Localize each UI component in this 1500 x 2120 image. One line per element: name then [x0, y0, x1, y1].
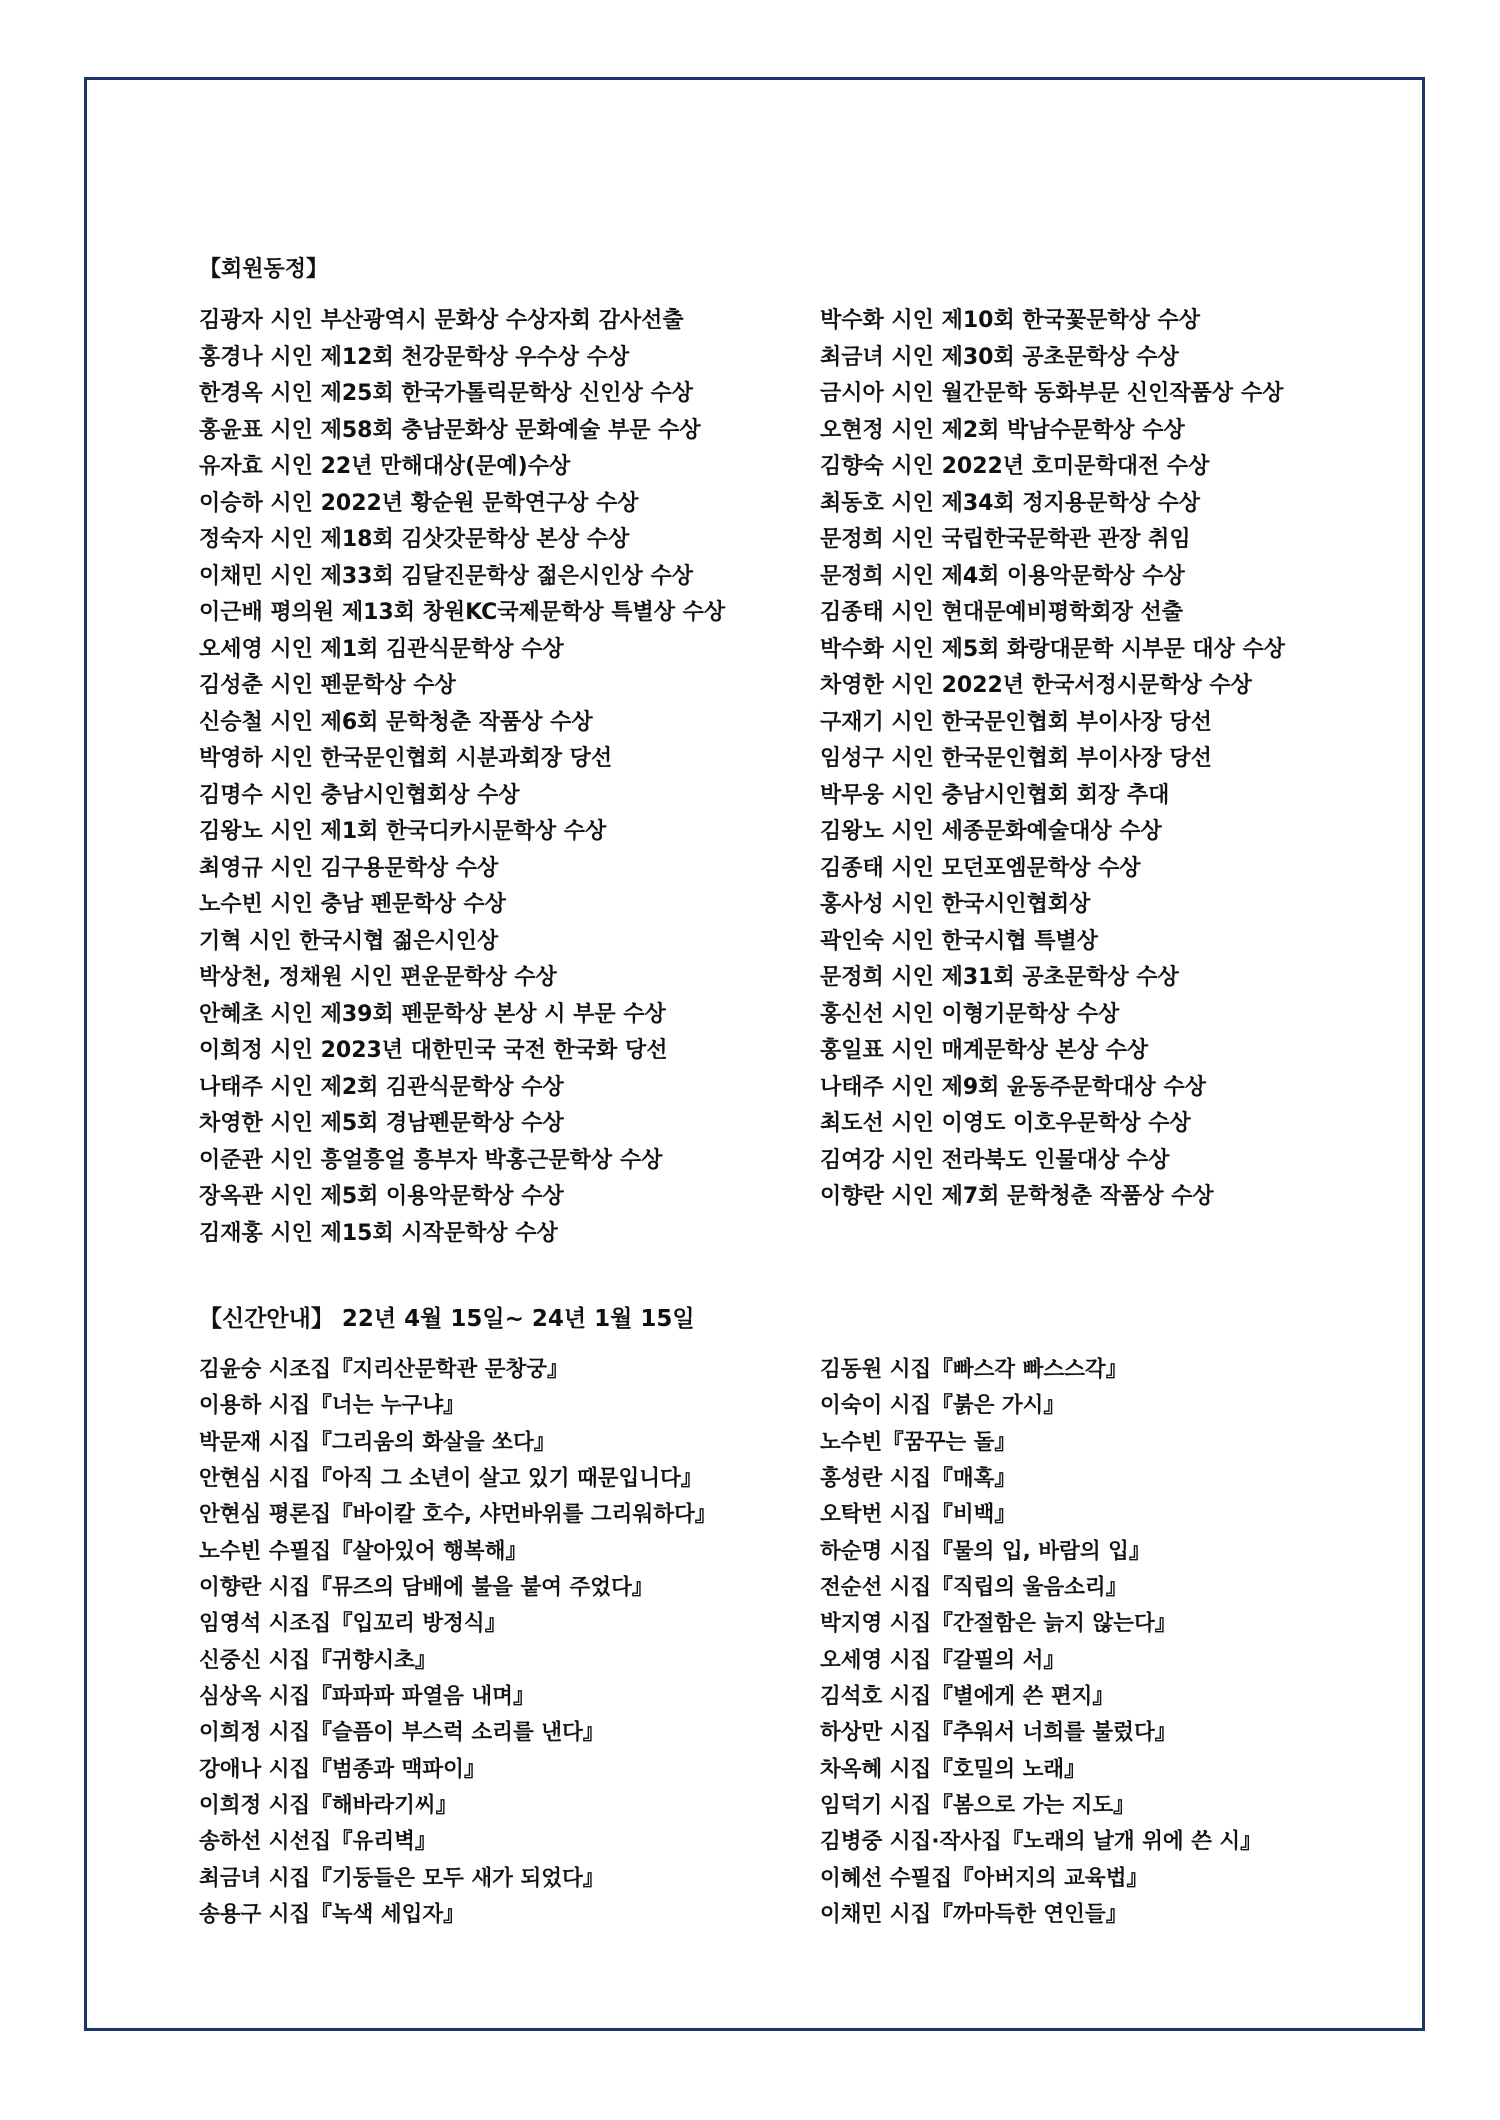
- new-book-item: 오세영 시집『갈필의 서』: [820, 1647, 1065, 1673]
- new-book-item: 임영석 시조집『입꼬리 방정식』: [199, 1611, 507, 1637]
- member-news-list: [199, 303, 1349, 1252]
- member-news-item: 박무웅 시인 충남시인협회 회장 추대: [820, 782, 1170, 808]
- member-news-item: 박수화 시인 제5회 화랑대문학 시부문 대상 수상: [820, 636, 1286, 662]
- new-book-item: 이용하 시집『너는 누구냐』: [199, 1393, 465, 1419]
- new-book-item: 박문재 시집『그리움의 화살을 쏘다』: [199, 1429, 556, 1455]
- member-news-item: 오세영 시인 제1회 김관식문학상 수상: [199, 636, 564, 662]
- member-news-item: 김향숙 시인 2022년 호미문학대전 수상: [820, 454, 1210, 479]
- new-book-item: 임덕기 시집『봄으로 가는 지도』: [820, 1793, 1135, 1819]
- member-news-item: 김광자 시인 부산광역시 문화상 수상자회 감사선출: [199, 308, 684, 333]
- new-book-item: 강애나 시집『범종과 맥파이』: [199, 1756, 486, 1782]
- member-news-item: 김종태 시인 모던포엠문학상 수상: [820, 855, 1141, 881]
- new-book-item: 이혜선 수필집『아버지의 교육법』: [820, 1865, 1148, 1891]
- new-book-item: 하순명 시집『물의 입, 바람의 입』: [820, 1538, 1151, 1564]
- member-news-heading: 【회원동정】: [199, 256, 329, 282]
- member-news-item: 안혜초 시인 제39회 펜문학상 본상 시 부문 수상: [199, 1001, 666, 1027]
- member-news-item: 장옥관 시인 제5회 이용악문학상 수상: [199, 1184, 564, 1209]
- member-news-item: 최도선 시인 이영도 이호우문학상 수상: [820, 1111, 1191, 1136]
- member-news-item: 기혁 시인 한국시협 젊은시인상: [199, 928, 499, 954]
- member-news-item: 홍경나 시인 제12회 천강문학상 우수상 수상: [199, 344, 630, 370]
- new-book-item: 노수빈『꿈꾸는 돌』: [820, 1429, 1016, 1455]
- member-news-item: 금시아 시인 월간문학 동화부문 신인작품상 수상: [820, 381, 1284, 406]
- member-news-item: 홍사성 시인 한국시인협회상: [820, 892, 1091, 917]
- new-book-item: 송용구 시집『녹색 세입자』: [199, 1902, 465, 1928]
- member-news-item: 오현정 시인 제2회 박남수문학상 수상: [820, 417, 1185, 443]
- new-book-item: 노수빈 수필집『살아있어 행복해』: [199, 1538, 527, 1564]
- new-books-heading-label: 【신간안내】: [199, 1306, 334, 1332]
- new-book-item: 안현심 평론집『바이칼 호수, 샤먼바위를 그리워하다』: [199, 1502, 717, 1528]
- new-book-item: 박지영 시집『간절함은 늙지 않는다』: [820, 1611, 1177, 1637]
- member-news-item: 임성구 시인 한국문인협회 부이사장 당선: [820, 746, 1212, 771]
- member-news-item: 이향란 시인 제7회 문학청춘 작품상 수상: [820, 1184, 1214, 1209]
- new-book-item: 이숙이 시집『붉은 가시』: [820, 1393, 1065, 1419]
- new-book-item: 이희정 시집『해바라기씨』: [199, 1793, 458, 1819]
- new-book-item: 신중신 시집『귀향시초』: [199, 1647, 437, 1673]
- new-book-item: 이채민 시집『까마득한 연인들』: [820, 1902, 1128, 1928]
- member-news-item: 이희정 시인 2023년 대한민국 국전 한국화 당선: [199, 1038, 668, 1063]
- member-news-item: 한경옥 시인 제25회 한국가톨릭문학상 신인상 수상: [199, 381, 693, 406]
- member-news-item: 김재홍 시인 제15회 시작문학상 수상: [199, 1220, 558, 1246]
- member-news-item: 김명수 시인 충남시인협회상 수상: [199, 782, 520, 808]
- new-book-item: 김병중 시집·작사집『노래의 날개 위에 쓴 시』: [820, 1829, 1262, 1855]
- member-news-item: 나태주 시인 제9회 윤동주문학대상 수상: [820, 1074, 1206, 1100]
- new-book-item: 김석호 시집『별에게 쓴 편지』: [820, 1684, 1114, 1710]
- member-news-item: 신승철 시인 제6회 문학청춘 작품상 수상: [199, 709, 593, 735]
- new-book-item: 차옥혜 시집『호밀의 노래』: [820, 1756, 1086, 1782]
- member-news-item: 박상천, 정채원 시인 편운문학상 수상: [199, 965, 557, 990]
- member-news-item: 노수빈 시인 충남 펜문학상 수상: [199, 892, 506, 917]
- new-book-item: 김동원 시집『빠스각 빠스스각』: [820, 1357, 1128, 1382]
- member-news-item: 김여강 시인 전라북도 인물대상 수상: [820, 1147, 1170, 1173]
- member-news-item: 김왕노 시인 제1회 한국디카시문학상 수상: [199, 819, 607, 844]
- member-news-item: 정숙자 시인 제18회 김삿갓문학상 본상 수상: [199, 527, 630, 552]
- new-book-item: 오탁번 시집『비백』: [820, 1502, 1016, 1528]
- new-books-period: 22년 4월 15일~ 24년 1월 15일: [341, 1306, 695, 1332]
- new-book-item: 김윤숭 시조집『지리산문학관 문창궁』: [199, 1357, 569, 1382]
- member-news-item: 문정희 시인 제4회 이용악문학상 수상: [820, 563, 1185, 589]
- new-book-item: 최금녀 시집『기둥들은 모두 새가 되었다』: [199, 1865, 605, 1891]
- new-book-item: 심상옥 시집『파파파 파열음 내며』: [199, 1684, 535, 1710]
- member-news-item: 김종태 시인 현대문예비평학회장 선출: [820, 600, 1184, 625]
- member-news-item: 최동호 시인 제34회 정지용문학상 수상: [820, 490, 1201, 516]
- member-news-item: 홍윤표 시인 제58회 충남문화상 문화예술 부문 수상: [199, 417, 701, 443]
- member-news-item: 박영하 시인 한국문인협회 시분과회장 당선: [199, 746, 613, 771]
- member-news-item: 곽인숙 시인 한국시협 특별상: [820, 928, 1099, 954]
- member-news-item: 김성춘 시인 펜문학상 수상: [199, 673, 456, 698]
- new-book-item: 하상만 시집『추워서 너희를 불렀다』: [820, 1720, 1177, 1746]
- member-news-item: 이근배 평의원 제13회 창원KC국제문학상 특별상 수상: [199, 600, 726, 625]
- member-news-item: 유자효 시인 22년 만해대상(문예)수상: [199, 454, 571, 479]
- member-news-item: [820, 1216, 1349, 1253]
- member-news-item: 문정희 시인 국립한국문학관 관장 취임: [820, 527, 1191, 552]
- member-news-item: 문정희 시인 제31회 공초문학상 수상: [820, 965, 1179, 990]
- member-news-item: 홍일표 시인 매계문학상 본상 수상: [820, 1038, 1149, 1063]
- member-news-item: 차영한 시인 2022년 한국서정시문학상 수상: [820, 673, 1252, 698]
- new-book-item: 이희정 시집『슬픔이 부스럭 소리를 낸다』: [199, 1720, 605, 1746]
- member-news-item: 최영규 시인 김구용문학상 수상: [199, 855, 499, 881]
- member-news-item: 박수화 시인 제10회 한국꽃문학상 수상: [820, 308, 1201, 333]
- new-book-item: 송하선 시선집『유리벽』: [199, 1829, 437, 1855]
- member-news-item: 홍신선 시인 이형기문학상 수상: [820, 1001, 1120, 1027]
- member-news-item: 이승하 시인 2022년 황순원 문학연구상 수상: [199, 490, 639, 516]
- new-books-heading: [199, 1300, 695, 1333]
- new-book-item: 이향란 시집『뮤즈의 담배에 불을 붙여 주었다』: [199, 1575, 654, 1601]
- member-news-item: 이채민 시인 제33회 김달진문학상 젊은시인상 수상: [199, 563, 693, 589]
- new-book-item: 안현심 시집『아직 그 소년이 살고 있기 때문입니다』: [199, 1466, 703, 1492]
- member-news-item: 나태주 시인 제2회 김관식문학상 수상: [199, 1074, 564, 1100]
- new-book-item: 홍성란 시집『매혹』: [820, 1466, 1016, 1492]
- member-news-item: 김왕노 시인 세종문화예술대상 수상: [820, 819, 1162, 844]
- new-book-item: 전순선 시집『직립의 울음소리』: [820, 1575, 1128, 1601]
- member-news-item: 구재기 시인 한국문인협회 부이사장 당선: [820, 709, 1212, 735]
- member-news-item: 차영한 시인 제5회 경남펜문학상 수상: [199, 1111, 564, 1136]
- member-news-item: 이준관 시인 흥얼흥얼 흥부자 박홍근문학상 수상: [199, 1147, 663, 1173]
- new-books-list: [199, 1352, 1349, 1934]
- member-news-item: 최금녀 시인 제30회 공초문학상 수상: [820, 344, 1179, 370]
